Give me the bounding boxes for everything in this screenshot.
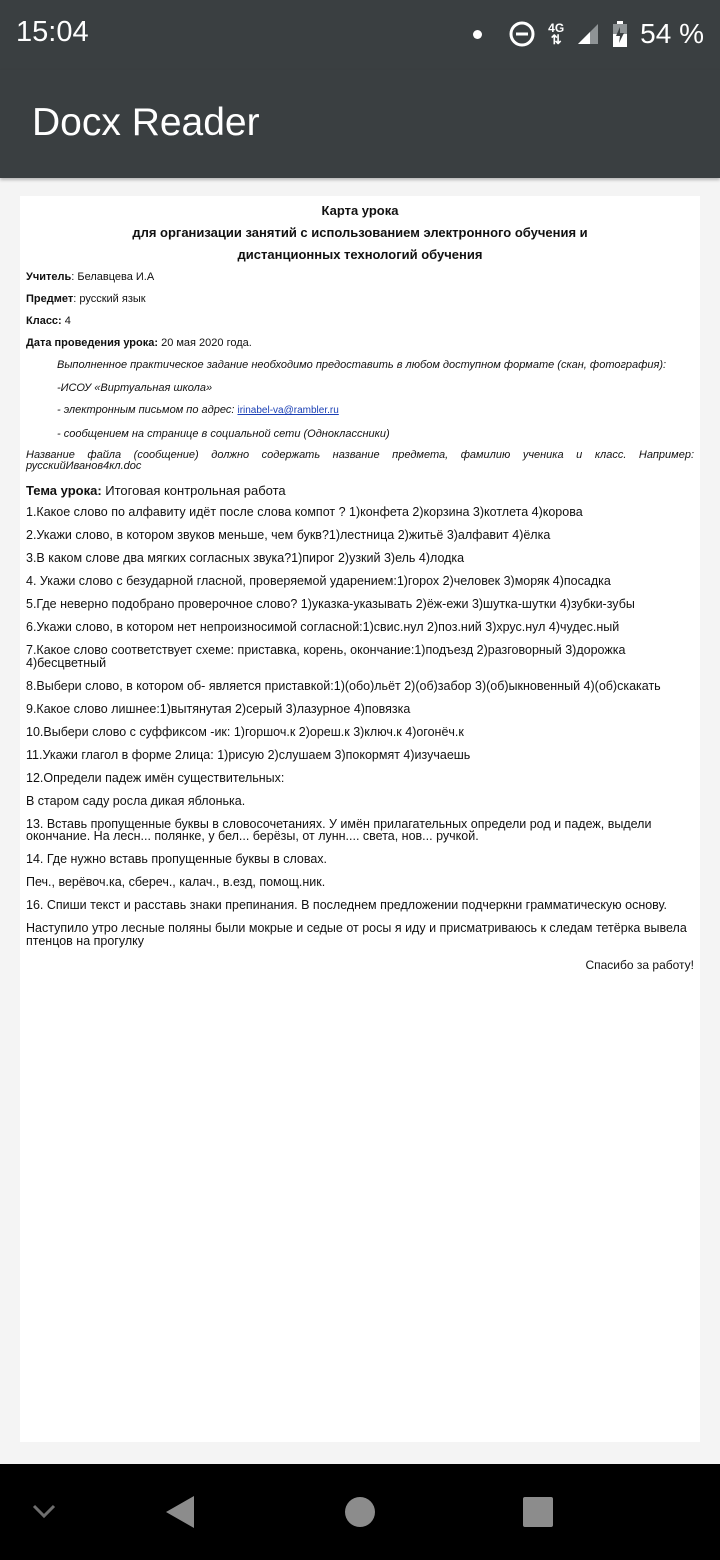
- question-item: 9.Какое слово лишнее:1)вытянутая 2)серый 3)лазурное 4)повязка: [26, 701, 411, 716]
- question-item: 10.Выбери слово с суффиксом -ик: 1)горшоч.к 2)ореш.к 3)ключ.к 4)огонёч.к: [26, 724, 464, 739]
- document-page[interactable]: [20, 196, 700, 1442]
- teacher-label: Учитель: [26, 271, 72, 283]
- signal-icon: [576, 22, 600, 46]
- question-item: В старом саду росла дикая яблонька.: [26, 793, 246, 808]
- file-name-note: Название файла (сообщение) должно содержать название предмета, фамилию ученика и класс. Например: русскийИванов4кл.doc: [26, 449, 694, 472]
- thanks-text: Спасибо за работу!: [585, 957, 694, 972]
- subject-label: Предмет: [26, 293, 74, 305]
- question-item: 16. Спиши текст и расставь знаки препинания. В последнем предложении подчеркни грамматическую основу.: [26, 898, 668, 912]
- app-title: Docx Reader: [32, 101, 260, 144]
- status-icons: [473, 14, 704, 54]
- question-item: 13. Вставь пропущенные буквы в словосочетаниях. У имён прилагательных определи род и падеж, выдели окончание. На лесн... полянке, у бел... берёзы, от лунн.... света, нов... ручкой.: [26, 816, 652, 843]
- instruction-3: [26, 399, 694, 423]
- class-line: [26, 310, 694, 332]
- class-label: Класс:: [26, 315, 62, 327]
- subject-line: [26, 288, 694, 310]
- navigation-bar: [0, 1464, 720, 1560]
- topic-line: [26, 480, 694, 502]
- question-item: 4. Укажи слово с безударной гласной, проверяемой ударением:1)горох 2)человек 3)моряк 4)посадка: [26, 574, 611, 588]
- question-item: 12.Определи падеж имён существительных:: [26, 770, 285, 785]
- email-link[interactable]: irinabel-va@rambler.ru: [237, 405, 339, 416]
- question-list: [26, 506, 694, 947]
- topic-label: Тема урока:: [26, 483, 102, 498]
- question-item: 1.Какое слово по алфавиту идёт после слова компот ? 1)конфета 2)корзина 3)котлета 4)корова: [26, 505, 583, 519]
- network-type-icon: 4G ⇅: [548, 21, 565, 47]
- question-item: 6.Укажи слово, в котором нет непроизносимой согласной:1)свис.нул 2)поз.ний 3)хрус.нул 4)чудес.ный: [26, 620, 620, 634]
- teacher-line: [26, 266, 694, 288]
- instruction-4: - сообщением на странице в социальной сети (Одноклассники): [57, 427, 390, 440]
- instruction-3-text: - электронным письмом по адрес:: [57, 404, 238, 416]
- doc-title: Карта урока: [321, 203, 399, 218]
- instruction-1: Выполненное практическое задание необходимо предоставить в любом доступном формате (скан, фотография):: [57, 359, 667, 371]
- teacher-value: : Белавцева И.А: [71, 271, 155, 283]
- app-bar: [0, 70, 720, 178]
- status-bar: [0, 0, 720, 70]
- date-value: 20 мая 2020 года.: [158, 337, 252, 349]
- date-label: Дата проведения урока:: [26, 337, 159, 349]
- notification-dot-icon: [473, 30, 482, 39]
- chevron-down-icon[interactable]: [30, 1500, 58, 1522]
- status-time: 15:04: [16, 16, 89, 48]
- subject-value: : русский язык: [73, 293, 146, 305]
- doc-subtitle-1: для организации занятий с использованием электронного обучения и: [132, 225, 588, 240]
- question-item: Наступило утро лесные поляны были мокрые и седые от росы я иду и присматриваюсь к следам тетёрка вывела птенцов на прогулку: [26, 921, 687, 948]
- question-item: 5.Где неверно подобрано проверочное слово? 1)указка-указывать 2)ёж-ежи 3)шутка-шутки 4)зубки-зубы: [26, 597, 635, 611]
- question-item: 14. Где нужно вставь пропущенные буквы в словах.: [26, 852, 328, 866]
- question-item: 11.Укажи глагол в форме 2лица: 1)рисую 2)слушаем 3)покормят 4)изучаешь: [26, 747, 471, 762]
- question-item: 8.Выбери слово, в котором об- является приставкой:1)(обо)льёт 2)(об)забор 3)(об)ыкновенный 4)(об)скакать: [26, 678, 661, 693]
- question-item: 2.Укажи слово, в котором звуков меньше, чем букв?1)лестница 2)житьё 3)алфавит 4)ёлка: [26, 528, 551, 542]
- do-not-disturb-icon: [508, 20, 536, 48]
- class-value: 4: [61, 315, 71, 327]
- topic-value: Итоговая контрольная работа: [101, 483, 286, 498]
- instruction-2: -ИСОУ «Виртуальная школа»: [57, 381, 213, 394]
- document-content: [20, 196, 700, 976]
- recents-button-icon[interactable]: [522, 1496, 554, 1528]
- doc-subtitle-2: дистанционных технологий обучения: [237, 247, 483, 262]
- battery-percent: 54 %: [640, 18, 704, 49]
- back-button-icon[interactable]: [164, 1494, 196, 1530]
- home-button-icon[interactable]: [344, 1496, 376, 1528]
- battery-icon: [612, 20, 628, 48]
- question-item: 7.Какое слово соответствует схеме: приставка, корень, окончание:1)подъезд 2)разговорный 3)дорожка 4)бесцветный: [26, 643, 626, 670]
- question-item: 3.В каком слове два мягких согласных звука?1)пирог 2)узкий 3)ель 4)лодка: [26, 551, 465, 565]
- date-line: [26, 332, 694, 354]
- question-item: Печ., верёвоч.ка, сбереч., калач., в.езд, помощ.ник.: [26, 875, 326, 889]
